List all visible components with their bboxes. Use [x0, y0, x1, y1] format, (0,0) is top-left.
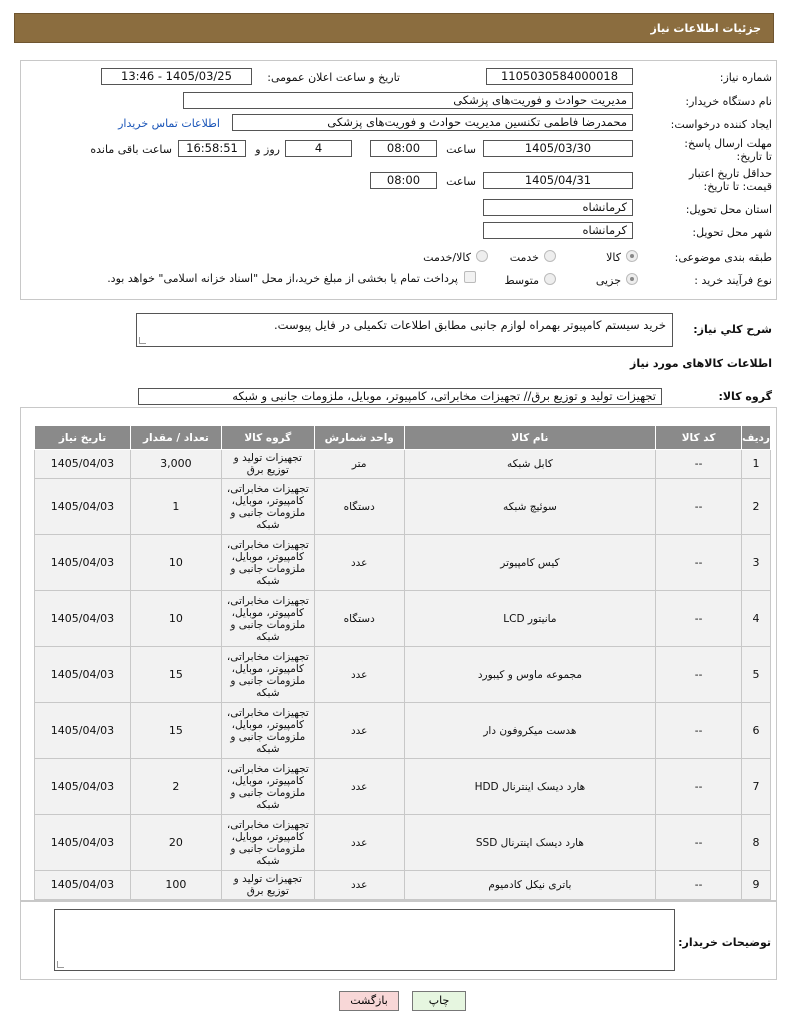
row-name: هارد دیسک اینترنال HDD	[404, 759, 656, 815]
col-index: ردیف	[742, 426, 771, 450]
row-name: کابل شبکه	[404, 450, 656, 479]
table-row	[35, 479, 771, 535]
resize-handle[interactable]	[139, 337, 146, 344]
remaining-time-field: 16:58:51	[178, 140, 246, 157]
row-code: --	[656, 759, 742, 815]
row-unit: عدد	[314, 535, 404, 591]
price-valid-label: حداقل تاریخ اعتبار قیمت: تا تاریخ:	[688, 167, 772, 193]
table-row	[35, 450, 771, 479]
col-name: نام کالا	[404, 426, 656, 450]
row-code: --	[656, 815, 742, 871]
row-group: تجهیزات مخابراتی، کامپیوتر، موبایل، ملزومات جانبی و شبکه	[221, 815, 314, 871]
row-index: 7	[742, 759, 771, 815]
category-option-service: خدمت	[509, 251, 539, 264]
price-date-field: 1405/04/31	[483, 172, 633, 189]
row-index: 4	[742, 591, 771, 647]
table-row	[35, 815, 771, 871]
row-unit: دستگاه	[314, 591, 404, 647]
back-button[interactable]: بازگشت	[339, 991, 399, 1011]
goods-panel	[20, 407, 777, 902]
row-code: --	[656, 871, 742, 900]
city-label: شهر محل تحویل:	[692, 226, 772, 239]
row-code: --	[656, 703, 742, 759]
row-name: مجموعه ماوس و کیبورد	[404, 647, 656, 703]
row-group: تجهیزات مخابراتی، کامپیوتر، موبایل، ملزومات جانبی و شبکه	[221, 479, 314, 535]
table-row	[35, 759, 771, 815]
table-row	[35, 871, 771, 900]
table-row	[35, 591, 771, 647]
row-qty: 100	[130, 871, 221, 900]
row-index: 1	[742, 450, 771, 479]
row-index: 2	[742, 479, 771, 535]
col-unit: واحد شمارش	[314, 426, 404, 450]
row-name: هدست میکروفون دار	[404, 703, 656, 759]
row-date: 1405/04/03	[35, 591, 131, 647]
province-label: استان محل تحویل:	[685, 203, 772, 216]
details-panel	[20, 60, 777, 300]
description-label: شرح کلي نياز:	[693, 323, 772, 336]
category-option-both: کالا/خدمت	[423, 251, 471, 264]
row-code: --	[656, 591, 742, 647]
process-option-medium: متوسط	[504, 274, 539, 287]
description-box	[136, 313, 673, 347]
reply-time-field: 08:00	[370, 140, 437, 157]
creator-field: محمدرضا فاطمی تکنسین مدیریت حوادث و فوریت‌های پزشکی	[232, 114, 633, 131]
goods-group-field: تجهیزات تولید و توزیع برق// تجهیزات مخابراتی، کامپیوتر، موبایل، ملزومات جانبی و شبکه	[138, 388, 662, 405]
row-date: 1405/04/03	[35, 703, 131, 759]
row-qty: 2	[130, 759, 221, 815]
row-group: تجهیزات مخابراتی، کامپیوتر، موبایل، ملزومات جانبی و شبکه	[221, 703, 314, 759]
col-date: تاریخ نیاز	[35, 426, 131, 450]
row-unit: عدد	[314, 647, 404, 703]
row-qty: 3,000	[130, 450, 221, 479]
row-unit: عدد	[314, 871, 404, 900]
category-option-goods: کالا	[606, 251, 621, 264]
goods-table-header	[35, 426, 771, 450]
notes-label: توضیحات خریدار:	[678, 936, 771, 949]
goods-group-label: گروه کالا:	[718, 390, 772, 403]
table-row	[35, 647, 771, 703]
col-qty: تعداد / مقدار	[130, 426, 221, 450]
row-index: 9	[742, 871, 771, 900]
row-name: مانیتور LCD	[404, 591, 656, 647]
row-qty: 20	[130, 815, 221, 871]
row-index: 6	[742, 703, 771, 759]
row-qty: 1	[130, 479, 221, 535]
goods-section-title: اطلاعات کالاهای مورد نیاز	[630, 357, 772, 370]
col-group: گروه کالا	[221, 426, 314, 450]
row-group: تجهیزات تولید و توزیع برق	[221, 450, 314, 479]
row-qty: 10	[130, 591, 221, 647]
row-unit: عدد	[314, 703, 404, 759]
category-radio-service[interactable]	[544, 250, 556, 262]
reply-date-field: 1405/03/30	[483, 140, 633, 157]
row-name: هارد دیسک اینترنال SSD	[404, 815, 656, 871]
row-group: تجهیزات مخابراتی، کامپیوتر، موبایل، ملزومات جانبی و شبکه	[221, 759, 314, 815]
row-group: تجهیزات تولید و توزیع برق	[221, 871, 314, 900]
days-field: 4	[285, 140, 352, 157]
row-code: --	[656, 450, 742, 479]
goods-table	[34, 425, 771, 900]
row-date: 1405/04/03	[35, 815, 131, 871]
notes-panel	[20, 900, 777, 980]
remaining-label: ساعت باقی مانده	[90, 143, 172, 156]
announce-label: تاریخ و ساعت اعلان عمومی:	[267, 71, 400, 84]
reply-time-label: ساعت	[446, 143, 476, 156]
row-index: 3	[742, 535, 771, 591]
row-date: 1405/04/03	[35, 479, 131, 535]
buyer-org-field: مدیریت حوادث و فوریت‌های پزشکی	[183, 92, 633, 109]
row-index: 5	[742, 647, 771, 703]
announce-field: 1405/03/25 - 13:46	[101, 68, 252, 85]
creator-label: ایجاد کننده درخواست:	[670, 118, 772, 131]
print-button[interactable]: چاپ	[412, 991, 466, 1011]
page-header	[14, 13, 774, 43]
row-code: --	[656, 479, 742, 535]
row-group: تجهیزات مخابراتی، کامپیوتر، موبایل، ملزومات جانبی و شبکه	[221, 591, 314, 647]
row-index: 8	[742, 815, 771, 871]
row-date: 1405/04/03	[35, 535, 131, 591]
notes-resize-handle[interactable]	[57, 961, 64, 968]
table-row	[35, 535, 771, 591]
row-qty: 15	[130, 647, 221, 703]
price-time-field: 08:00	[370, 172, 437, 189]
need-number-field: 1105030584000018	[486, 68, 633, 85]
col-code: کد کالا	[656, 426, 742, 450]
city-field: کرمانشاه	[483, 222, 633, 239]
row-date: 1405/04/03	[35, 759, 131, 815]
row-date: 1405/04/03	[35, 871, 131, 900]
row-code: --	[656, 535, 742, 591]
row-code: --	[656, 647, 742, 703]
need-number-label: شماره نیاز:	[719, 71, 772, 84]
notes-box[interactable]	[54, 909, 675, 971]
days-label: روز و	[255, 143, 280, 156]
province-field: کرمانشاه	[483, 199, 633, 216]
buyer-org-label: نام دستگاه خریدار:	[685, 95, 772, 108]
row-name: باتری نیکل کادمیوم	[404, 871, 656, 900]
category-radio-goods[interactable]	[626, 250, 638, 262]
row-qty: 10	[130, 535, 221, 591]
row-name: کیس کامپیوتر	[404, 535, 656, 591]
row-name: سوئیچ شبکه	[404, 479, 656, 535]
category-radio-both[interactable]	[476, 250, 488, 262]
payment-note: پرداخت تمام یا بخشی از مبلغ خرید،از محل "اسناد خزانه اسلامی" خواهد بود.	[107, 272, 458, 285]
row-group: تجهیزات مخابراتی، کامپیوتر، موبایل، ملزومات جانبی و شبکه	[221, 647, 314, 703]
buyer-contact-link[interactable]: اطلاعات تماس خریدار	[118, 117, 220, 130]
price-time-label: ساعت	[446, 175, 476, 188]
process-label: نوع فرآیند خرید :	[694, 274, 772, 287]
table-row	[35, 703, 771, 759]
row-date: 1405/04/03	[35, 450, 131, 479]
process-option-small: جزیی	[595, 274, 621, 287]
row-date: 1405/04/03	[35, 647, 131, 703]
row-group: تجهیزات مخابراتی، کامپیوتر، موبایل، ملزومات جانبی و شبکه	[221, 535, 314, 591]
row-unit: عدد	[314, 759, 404, 815]
description-text: خرید سیستم کامپیوتر بهمراه لوازم جانبی مطابق اطلاعات تکمیلی در فایل پیوست.	[274, 318, 666, 332]
process-radio-medium[interactable]	[544, 273, 556, 285]
row-unit: عدد	[314, 815, 404, 871]
treasury-payment-checkbox[interactable]	[464, 271, 476, 283]
process-radio-small[interactable]	[626, 273, 638, 285]
reply-deadline-label: مهلت ارسال پاسخ: تا تاریخ:	[684, 137, 772, 163]
category-label: طبقه بندی موضوعی:	[674, 251, 772, 264]
row-unit: دستگاه	[314, 479, 404, 535]
page-title: جزئیات اطلاعات نیاز	[650, 22, 761, 35]
row-unit: متر	[314, 450, 404, 479]
row-qty: 15	[130, 703, 221, 759]
